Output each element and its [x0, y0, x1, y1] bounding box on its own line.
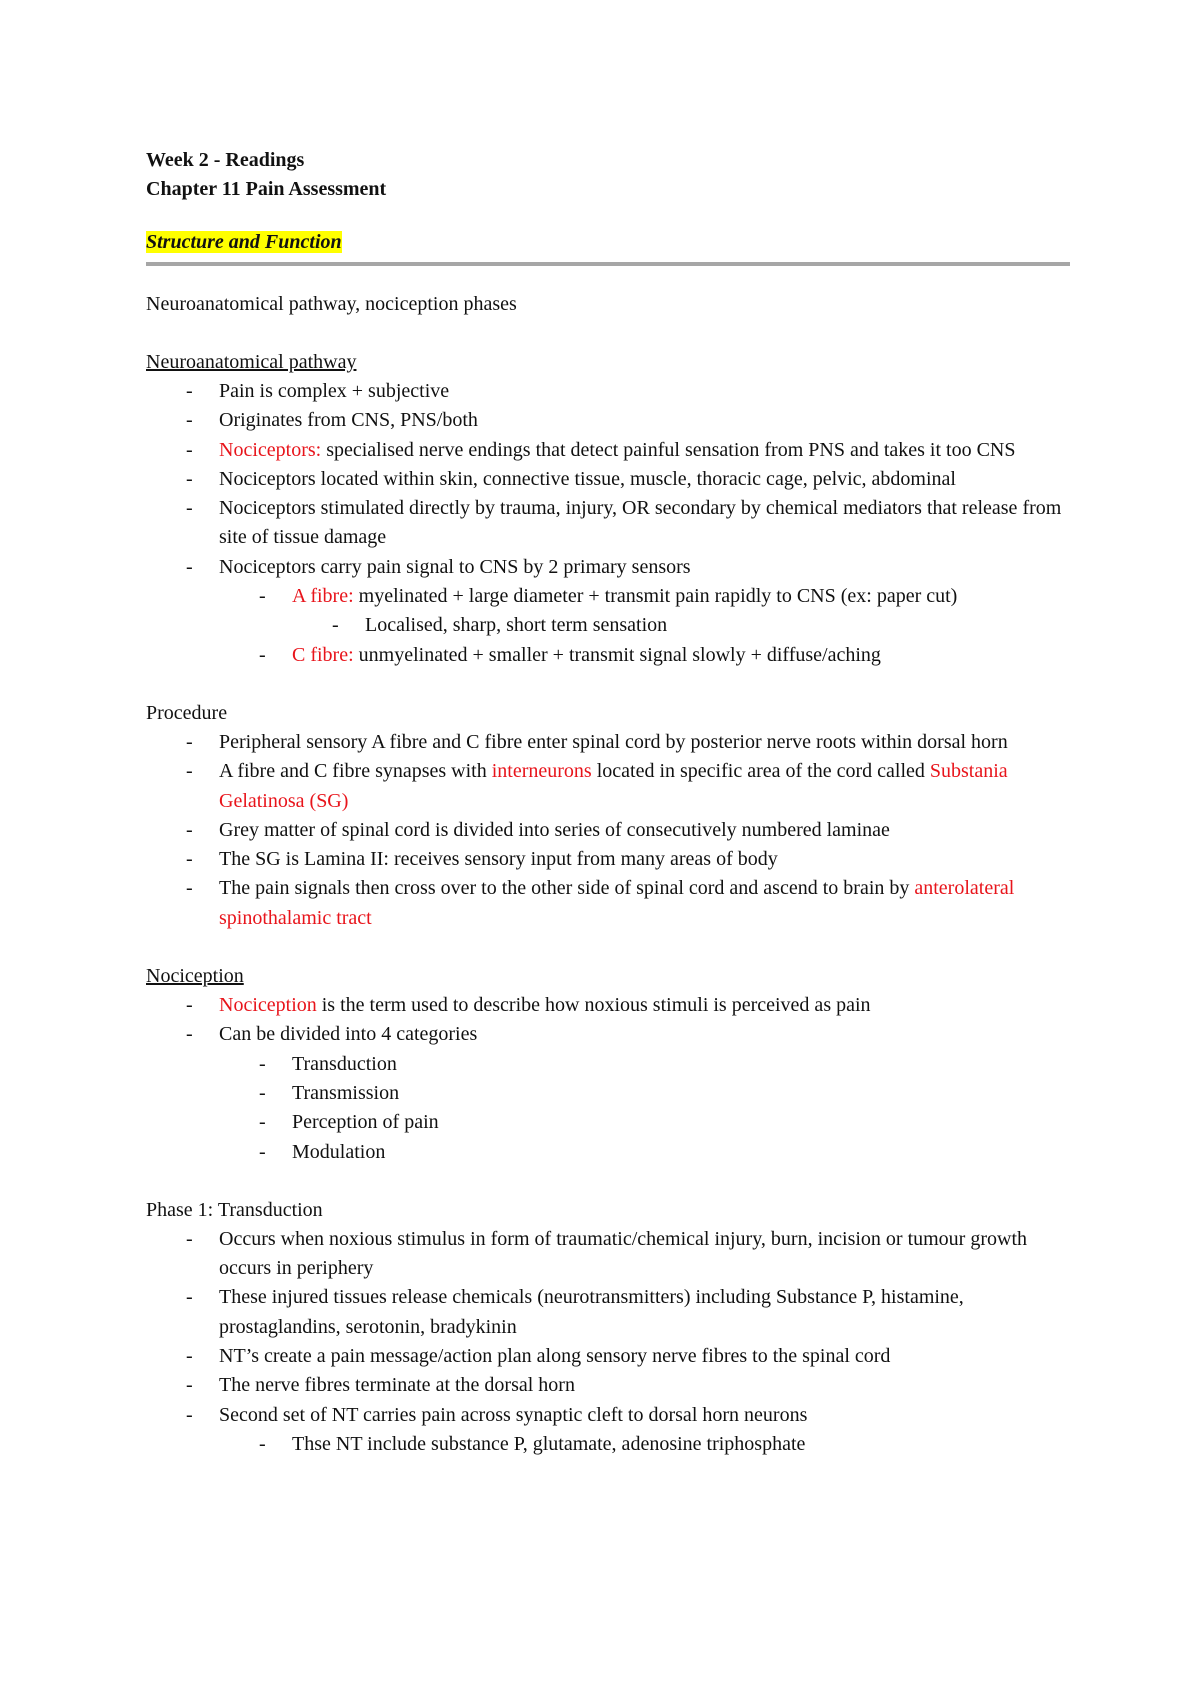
item-text: Modulation	[292, 1140, 386, 1163]
item-text: NT’s create a pain message/action plan along sensory nerve fibres to the spinal cord	[219, 1345, 891, 1368]
dash-marker: -	[186, 877, 193, 900]
item-text: myelinated + large diameter + transmit pain rapidly to CNS (ex: paper cut)	[353, 585, 958, 608]
list-item	[146, 494, 1070, 553]
fibre-list	[146, 582, 1070, 670]
list-item	[146, 582, 1070, 641]
red-term: Nociception	[219, 994, 317, 1017]
dash-marker: -	[259, 1081, 266, 1104]
list-item	[146, 436, 1070, 465]
phase1-list	[146, 1225, 1070, 1459]
list-item	[146, 874, 1070, 933]
dash-marker: -	[186, 1286, 193, 1309]
list-item	[146, 816, 1070, 845]
item-text: Nociceptors stimulated directly by trauma, injury, OR secondary by chemical mediators that release from site of tissue damage	[219, 497, 1062, 549]
list-item	[146, 641, 1070, 670]
list-item	[146, 845, 1070, 874]
dash-marker: -	[259, 1052, 266, 1075]
nociception-list	[146, 991, 1070, 1167]
phase1-heading: Phase 1: Transduction	[146, 1198, 323, 1221]
item-text: Localised, sharp, short term sensation	[365, 614, 668, 637]
nociception-heading: Nociception	[146, 965, 244, 988]
list-item	[146, 377, 1070, 406]
list-item	[146, 1342, 1070, 1371]
item-text: Perception of pain	[292, 1111, 439, 1134]
item-text: Peripheral sensory A fibre and C fibre enter spinal cord by posterior nerve roots within dorsal horn	[219, 730, 1008, 753]
dash-marker: -	[259, 643, 266, 666]
item-text: Nociceptors carry pain signal to CNS by 2 primary sensors	[219, 555, 691, 578]
horizontal-rule	[146, 262, 1070, 266]
dash-marker: -	[186, 1023, 193, 1046]
item-text: A fibre and C fibre synapses with	[219, 760, 492, 783]
list-item	[146, 611, 1070, 640]
dash-marker: -	[259, 1140, 266, 1163]
dash-marker: -	[186, 380, 193, 402]
dash-marker: -	[186, 760, 193, 783]
item-text: unmyelinated + smaller + transmit signal slowly + diffuse/aching	[353, 643, 881, 666]
item-text: Grey matter of spinal cord is divided into series of consecutively numbered laminae	[219, 818, 890, 841]
dash-marker: -	[259, 1111, 266, 1134]
item-text: Transmission	[292, 1081, 400, 1104]
red-term: A fibre:	[292, 585, 354, 608]
nt-sublist	[146, 1430, 1070, 1459]
dash-marker: -	[186, 730, 193, 753]
list-item	[146, 406, 1070, 435]
item-text: Occurs when noxious stimulus in form of traumatic/chemical injury, burn, incision or tumour growth occurs in periphery	[219, 1227, 1027, 1280]
list-item	[146, 1079, 1070, 1108]
dash-marker: -	[186, 1403, 193, 1426]
item-text: These injured tissues release chemicals (neurotransmitters) including Substance P, histamine, prostaglandins, serotonin, bradykinin	[219, 1286, 964, 1338]
item-text: Thse NT include substance P, glutamate, adenosine triphosphate	[292, 1432, 806, 1455]
dash-marker: -	[186, 1374, 193, 1397]
a-fibre-sublist	[146, 611, 1070, 640]
section-heading	[146, 228, 1070, 256]
dash-marker: -	[259, 1432, 266, 1455]
red-term: Nociceptors:	[219, 438, 322, 461]
item-text: The pain signals then cross over to the other side of spinal cord and ascend to brain by	[219, 877, 915, 900]
red-term: Substania Gelatinosa (SG)	[219, 760, 1008, 812]
item-text: Originates from CNS, PNS/both	[219, 409, 478, 432]
item-text: Can be divided into 4 categories	[219, 1023, 478, 1046]
dash-marker: -	[186, 994, 193, 1017]
procedure-heading: Procedure	[146, 701, 228, 724]
item-text: The SG is Lamina II: receives sensory input from many areas of body	[219, 848, 778, 871]
red-term: interneurons	[491, 760, 592, 783]
pathway-heading: Neuroanatomical pathway	[146, 351, 357, 373]
list-item	[146, 1401, 1070, 1460]
category-list	[146, 1050, 1070, 1167]
list-item	[146, 1050, 1070, 1079]
item-text: Second set of NT carries pain across synaptic cleft to dorsal horn neurons	[219, 1403, 808, 1426]
dash-marker: -	[186, 1227, 193, 1250]
list-item	[146, 991, 1070, 1020]
dash-marker: -	[259, 585, 266, 608]
list-item	[146, 728, 1070, 757]
item-text: located in specific area of the cord called	[591, 760, 930, 783]
item-text: The nerve fibres terminate at the dorsal horn	[219, 1374, 575, 1397]
dash-marker: -	[186, 438, 193, 461]
list-item	[146, 1020, 1070, 1166]
list-item	[146, 1108, 1070, 1137]
red-term: C fibre:	[292, 643, 354, 666]
dash-marker: -	[332, 614, 339, 637]
dash-marker: -	[186, 1345, 193, 1368]
list-item	[146, 465, 1070, 494]
dash-marker: -	[186, 467, 193, 490]
doc-week-title: Week 2 - Readings	[146, 149, 305, 171]
dash-marker: -	[186, 555, 193, 578]
list-item	[146, 1430, 1070, 1459]
intro-line: Neuroanatomical pathway, nociception phases	[146, 293, 517, 315]
item-text: Transduction	[292, 1052, 397, 1075]
list-item	[146, 1283, 1070, 1342]
list-item	[146, 1225, 1070, 1284]
doc-chapter-title: Chapter 11 Pain Assessment	[146, 178, 387, 200]
list-item	[146, 757, 1070, 816]
procedure-list	[146, 728, 1070, 933]
section-heading-text: Structure and Function	[146, 231, 342, 253]
list-item	[146, 553, 1070, 670]
dash-marker: -	[186, 497, 193, 520]
item-text: Pain is complex + subjective	[219, 380, 450, 402]
dash-marker: -	[186, 818, 193, 841]
pathway-list	[146, 377, 1070, 670]
list-item	[146, 1371, 1070, 1400]
list-item	[146, 1138, 1070, 1167]
item-text: Nociceptors located within skin, connective tissue, muscle, thoracic cage, pelvic, abdominal	[219, 467, 956, 490]
item-text: is the term used to describe how noxious stimuli is perceived as pain	[316, 994, 871, 1017]
red-term: anterolateral spinothalamic tract	[219, 877, 1015, 929]
item-text: specialised nerve endings that detect painful sensation from PNS and takes it too CNS	[321, 438, 1016, 461]
dash-marker: -	[186, 409, 193, 432]
dash-marker: -	[186, 848, 193, 871]
